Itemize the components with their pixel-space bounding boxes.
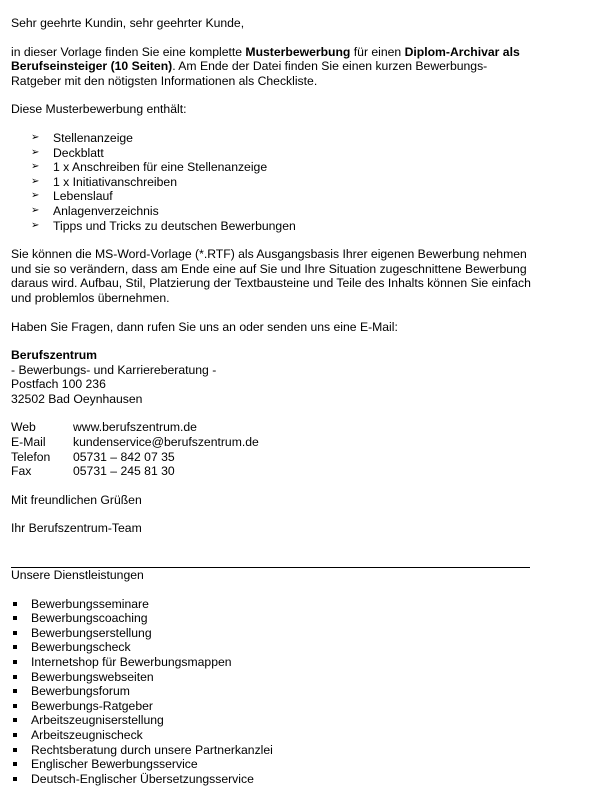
company-street: Postfach 100 236 bbox=[11, 377, 106, 392]
list-item: Bewerbungsseminare bbox=[11, 597, 536, 612]
email-link[interactable]: kundenservice@berufszentrum.de bbox=[73, 435, 259, 450]
usage-paragraph: Sie können die MS-Word-Vorlage (*.RTF) als Ausgangsbasis Ihrer eigenen Bewerbung nehmen und sie so verändern, dass am Ende eine auf Sie und Ihre Situation zugeschnittene Bewerbung daraus wird. Aufbau, Stil, Platzierung der Textbausteine und Teile des Inhalts können Sie einfach und problemlos übernehmen. bbox=[11, 247, 531, 305]
list-item: Englischer Bewerbungsservice bbox=[11, 757, 536, 772]
list-item: Arbeitszeugnischeck bbox=[11, 728, 536, 743]
company-tagline: - Bewerbungs- und Karriereberatung - bbox=[11, 362, 217, 377]
company-name: Berufszentrum bbox=[11, 348, 98, 363]
arrow-bullet-icon: ➢ bbox=[31, 161, 40, 173]
arrow-bullet-icon: ➢ bbox=[31, 219, 40, 231]
intro-bold-1: Musterbewerbung bbox=[245, 44, 351, 59]
table-row bbox=[11, 450, 259, 465]
fax-number: 05731 – 245 81 30 bbox=[73, 464, 175, 479]
list-item: Rechtsberatung durch unsere Partnerkanzlei bbox=[11, 743, 536, 758]
table-row bbox=[11, 435, 259, 450]
list-item: Bewerbungsforum bbox=[11, 684, 536, 699]
intro-text-2: für einen bbox=[350, 44, 405, 59]
intro-text-1: in dieser Vorlage finden Sie eine komplette bbox=[11, 44, 246, 59]
contact-table bbox=[11, 420, 259, 478]
document-page bbox=[11, 16, 536, 786]
square-bullet-icon bbox=[13, 777, 17, 781]
square-bullet-icon bbox=[13, 631, 17, 635]
square-bullet-icon bbox=[13, 762, 17, 766]
intro-bold-2: Diplom-Archivar als Berufseinsteiger (10 Seiten) bbox=[11, 44, 520, 74]
square-bullet-icon bbox=[13, 675, 17, 679]
arrow-bullet-icon: ➢ bbox=[31, 190, 40, 202]
questions-paragraph: Haben Sie Fragen, dann rufen Sie uns an oder senden uns eine E-Mail: bbox=[11, 319, 398, 334]
contents-heading: Diese Musterbewerbung enthält: bbox=[11, 102, 187, 117]
square-bullet-icon bbox=[13, 733, 17, 737]
list-item: Arbeitszeugniserstellung bbox=[11, 713, 536, 728]
greeting: Sehr geehrte Kundin, sehr geehrter Kunde, bbox=[11, 16, 245, 30]
signature: Ihr Berufszentrum-Team bbox=[11, 521, 142, 536]
phone-number: 05731 – 842 07 35 bbox=[73, 449, 175, 464]
arrow-bullet-icon: ➢ bbox=[31, 131, 40, 143]
list-item: Bewerbungscheck bbox=[11, 640, 536, 655]
company-city: 32502 Bad Oeynhausen bbox=[11, 391, 143, 406]
square-bullet-icon bbox=[13, 660, 17, 664]
arrow-bullet-icon: ➢ bbox=[31, 204, 40, 216]
list-item: ➢ Lebenslauf bbox=[31, 189, 113, 204]
list-item: Bewerbungserstellung bbox=[11, 626, 536, 641]
square-bullet-icon bbox=[13, 748, 17, 752]
contact-label: E-Mail bbox=[11, 435, 46, 450]
list-item: ➢ Tipps und Tricks zu deutschen Bewerbungen bbox=[31, 218, 296, 233]
square-bullet-icon bbox=[13, 718, 17, 722]
closing: Mit freundlichen Grüßen bbox=[11, 492, 142, 507]
contact-label: Fax bbox=[11, 464, 32, 479]
contents-list bbox=[11, 131, 536, 233]
square-bullet-icon bbox=[13, 602, 17, 606]
list-item: Internetshop für Bewerbungsmappen bbox=[11, 655, 536, 670]
list-item: ➢ 1 x Initiativanschreiben bbox=[31, 174, 177, 189]
arrow-bullet-icon: ➢ bbox=[31, 175, 40, 187]
list-item: ➢ Stellenanzeige bbox=[31, 130, 133, 145]
intro-paragraph bbox=[11, 45, 536, 89]
list-item: ➢ Anlagenverzeichnis bbox=[31, 203, 159, 218]
square-bullet-icon bbox=[13, 704, 17, 708]
list-item: ➢ 1 x Anschreiben für eine Stellenanzeige bbox=[31, 160, 268, 175]
list-item: ➢ Deckblatt bbox=[31, 145, 104, 160]
list-item: Deutsch-Englischer Übersetzungsservice bbox=[11, 772, 536, 787]
table-row bbox=[11, 420, 259, 435]
services-heading: Unsere Dienstleistungen bbox=[11, 568, 144, 583]
services-list bbox=[11, 597, 536, 787]
web-link[interactable]: www.berufszentrum.de bbox=[73, 420, 197, 435]
list-item: Bewerbungs-Ratgeber bbox=[11, 699, 536, 714]
contact-label: Telefon bbox=[11, 449, 51, 464]
table-row bbox=[11, 464, 259, 479]
arrow-bullet-icon: ➢ bbox=[31, 146, 40, 158]
list-item: Bewerbungscoaching bbox=[11, 611, 536, 626]
intro-text-3: . Am Ende der Datei finden Sie einen kurzen Bewerbungs-Ratgeber mit den nötigsten Informationen als Checkliste. bbox=[11, 59, 488, 88]
contact-label: Web bbox=[11, 420, 36, 435]
list-item: Bewerbungswebseiten bbox=[11, 670, 536, 685]
company-address bbox=[11, 348, 536, 406]
square-bullet-icon bbox=[13, 645, 17, 649]
square-bullet-icon bbox=[13, 616, 17, 620]
square-bullet-icon bbox=[13, 689, 17, 693]
